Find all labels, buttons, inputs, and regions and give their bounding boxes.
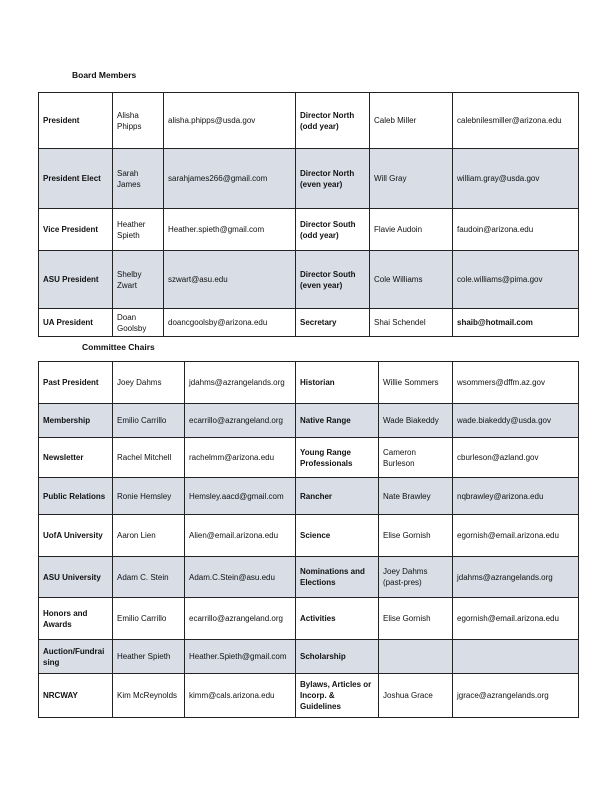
role-cell: Activities (296, 598, 379, 640)
role-cell: Science (296, 515, 379, 557)
role-cell: Public Relations (39, 478, 113, 515)
role-cell: Scholarship (296, 640, 379, 674)
email-cell: Adam.C.Stein@asu.edu (185, 557, 296, 598)
name-cell: Aaron Lien (113, 515, 185, 557)
name-cell: Elise Gornish (379, 515, 453, 557)
email-cell: doancgoolsby@arizona.edu (164, 309, 296, 337)
name-cell: Willie Sommers (379, 362, 453, 404)
email-cell: faudoin@arizona.edu (453, 209, 579, 251)
email-cell: ecarrillo@azrangeland.org (185, 598, 296, 640)
email-cell: sarahjames266@gmail.com (164, 149, 296, 209)
email-cell: jdahms@azrangelands.org (185, 362, 296, 404)
role-cell: Director South (odd year) (296, 209, 370, 251)
role-cell: NRCWAY (39, 674, 113, 718)
email-cell (453, 640, 579, 674)
role-cell: Vice President (39, 209, 113, 251)
table-row (39, 515, 579, 557)
table-row (39, 438, 579, 478)
name-cell: Sarah James (113, 149, 164, 209)
name-cell: Rachel Mitchell (113, 438, 185, 478)
email-cell: kimm@cals.arizona.edu (185, 674, 296, 718)
table-row (39, 598, 579, 640)
table-row (39, 93, 579, 149)
name-cell: Joey Dahms (113, 362, 185, 404)
email-cell: szwart@asu.edu (164, 251, 296, 309)
email-cell: shaib@hotmail.com (453, 309, 579, 337)
email-cell: william.gray@usda.gov (453, 149, 579, 209)
name-cell: Shai Schendel (370, 309, 453, 337)
name-cell (379, 640, 453, 674)
email-cell: calebnilesmiller@arizona.edu (453, 93, 579, 149)
name-cell: Emilio Carrillo (113, 404, 185, 438)
role-cell: President Elect (39, 149, 113, 209)
table-row (39, 557, 579, 598)
email-cell: nqbrawley@arizona.edu (453, 478, 579, 515)
name-cell: Flavie Audoin (370, 209, 453, 251)
board-members-table (38, 92, 579, 337)
name-cell: Caleb Miller (370, 93, 453, 149)
name-cell: Ronie Hemsley (113, 478, 185, 515)
role-cell: Honors and Awards (39, 598, 113, 640)
email-cell: cburleson@azland.gov (453, 438, 579, 478)
name-cell: Wade Biakeddy (379, 404, 453, 438)
role-cell: Auction/Fundraising (39, 640, 113, 674)
email-cell: rachelmm@arizona.edu (185, 438, 296, 478)
name-cell: Joey Dahms (past-pres) (379, 557, 453, 598)
committee-chairs-table (38, 361, 579, 718)
table-row (39, 478, 579, 515)
role-cell: Young Range Professionals (296, 438, 379, 478)
name-cell: Will Gray (370, 149, 453, 209)
table-row (39, 309, 579, 337)
table-row (39, 404, 579, 438)
email-cell: alisha.phipps@usda.gov (164, 93, 296, 149)
name-cell: Heather Spieth (113, 640, 185, 674)
name-cell: Joshua Grace (379, 674, 453, 718)
name-cell: Nate Brawley (379, 478, 453, 515)
email-cell: wsommers@dffm.az.gov (453, 362, 579, 404)
role-cell: Native Range (296, 404, 379, 438)
name-cell: Elise Gornish (379, 598, 453, 640)
table-row (39, 362, 579, 404)
role-cell: ASU President (39, 251, 113, 309)
name-cell: Kim McReynolds (113, 674, 185, 718)
role-cell: Membership (39, 404, 113, 438)
role-cell: UA President (39, 309, 113, 337)
name-cell: Cole Williams (370, 251, 453, 309)
email-cell: ecarrillo@azrangeland.org (185, 404, 296, 438)
email-cell: jdahms@azrangelands.org (453, 557, 579, 598)
email-cell: Hemsley.aacd@gmail.com (185, 478, 296, 515)
name-cell: Emilio Carrillo (113, 598, 185, 640)
table-row (39, 674, 579, 718)
email-cell: Heather.spieth@gmail.com (164, 209, 296, 251)
email-cell: wade.biakeddy@usda.gov (453, 404, 579, 438)
table-row (39, 149, 579, 209)
email-cell: cole.williams@pima.gov (453, 251, 579, 309)
role-cell: Secretary (296, 309, 370, 337)
email-cell: Alien@email.arizona.edu (185, 515, 296, 557)
role-cell: Rancher (296, 478, 379, 515)
role-cell: Director North (odd year) (296, 93, 370, 149)
committee-chairs-title: Committee Chairs (82, 342, 155, 352)
role-cell: Newsletter (39, 438, 113, 478)
name-cell: Adam C. Stein (113, 557, 185, 598)
email-cell: egornish@email.arizona.edu (453, 598, 579, 640)
role-cell: Past President (39, 362, 113, 404)
role-cell: Nominations and Elections (296, 557, 379, 598)
table-row (39, 251, 579, 309)
email-cell: egornish@email.arizona.edu (453, 515, 579, 557)
email-cell: jgrace@azrangelands.org (453, 674, 579, 718)
role-cell: President (39, 93, 113, 149)
name-cell: Shelby Zwart (113, 251, 164, 309)
table-row (39, 640, 579, 674)
name-cell: Doan Goolsby (113, 309, 164, 337)
name-cell: Cameron Burleson (379, 438, 453, 478)
role-cell: UofA University (39, 515, 113, 557)
role-cell: Director North (even year) (296, 149, 370, 209)
name-cell: Heather Spieth (113, 209, 164, 251)
role-cell: Bylaws, Articles or Incorp. & Guidelines (296, 674, 379, 718)
role-cell: ASU University (39, 557, 113, 598)
board-members-title: Board Members (72, 70, 137, 80)
role-cell: Director South (even year) (296, 251, 370, 309)
name-cell: Alisha Phipps (113, 93, 164, 149)
role-cell: Historian (296, 362, 379, 404)
email-cell: Heather.Spieth@gmail.com (185, 640, 296, 674)
table-row (39, 209, 579, 251)
